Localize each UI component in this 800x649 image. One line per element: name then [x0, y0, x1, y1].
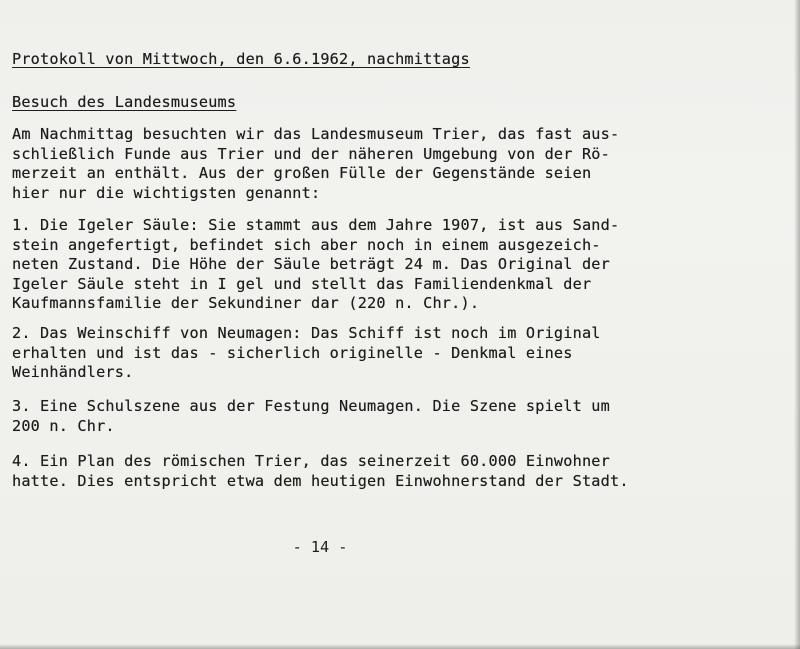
list-item-3	[12, 397, 610, 436]
list-item-4	[12, 452, 629, 491]
text-line: 3. Eine Schulszene aus der Festung Neumagen. Die Szene spielt um	[12, 397, 610, 415]
section-heading: Besuch des Landesmuseums	[12, 93, 237, 111]
text-line: 1. Die Igeler Säule: Sie stammt aus dem Jahre 1907, ist aus Sand-	[12, 216, 620, 234]
text-line: Igeler Säule steht in I gel und stellt das Familiendenkmal der	[12, 274, 592, 293]
page-edge-shadow	[794, 0, 800, 649]
text-line: merzeit an enthält. Aus der großen Fülle der Gegenstände seien	[12, 164, 592, 182]
text-line: 200 n. Chr.	[12, 416, 115, 435]
document-title: Protokoll von Mittwoch, den 6.6.1962, nachmittags	[12, 50, 470, 68]
text-line: hatte. Dies entspricht etwa dem heutigen Einwohnerstand der Stadt.	[12, 471, 629, 490]
text-line: erhalten und ist das - sicherlich originelle - Denkmal eines	[12, 343, 573, 362]
intro-paragraph	[12, 125, 619, 203]
text-line: hier nur die wichtigsten genannt:	[12, 183, 321, 202]
page-edge-shadow-bottom	[0, 644, 800, 649]
text-line: Kaufmannsfamilie der Sekundiner dar (220 n. Chr.).	[12, 294, 480, 312]
text-line: 2. Das Weinschiff von Neumagen: Das Schiff ist noch im Original	[12, 324, 601, 342]
text-line: 4. Ein Plan des römischen Trier, das seinerzeit 60.000 Einwohner	[12, 452, 610, 470]
text-line: Weinhändlers.	[12, 363, 134, 381]
list-item-2	[12, 324, 601, 383]
list-item-1	[12, 216, 619, 314]
page-number: - 14 -	[292, 538, 348, 556]
text-line: schließlich Funde aus Trier und der näheren Umgebung von der Rö-	[12, 144, 610, 163]
text-line: Am Nachmittag besuchten wir das Landesmuseum Trier, das fast aus-	[12, 125, 620, 143]
text-line: stein angefertigt, befindet sich aber noch in einem ausgezeich-	[12, 235, 601, 254]
text-line: neten Zustand. Die Höhe der Säule beträgt 24 m. Das Original der	[12, 255, 610, 273]
